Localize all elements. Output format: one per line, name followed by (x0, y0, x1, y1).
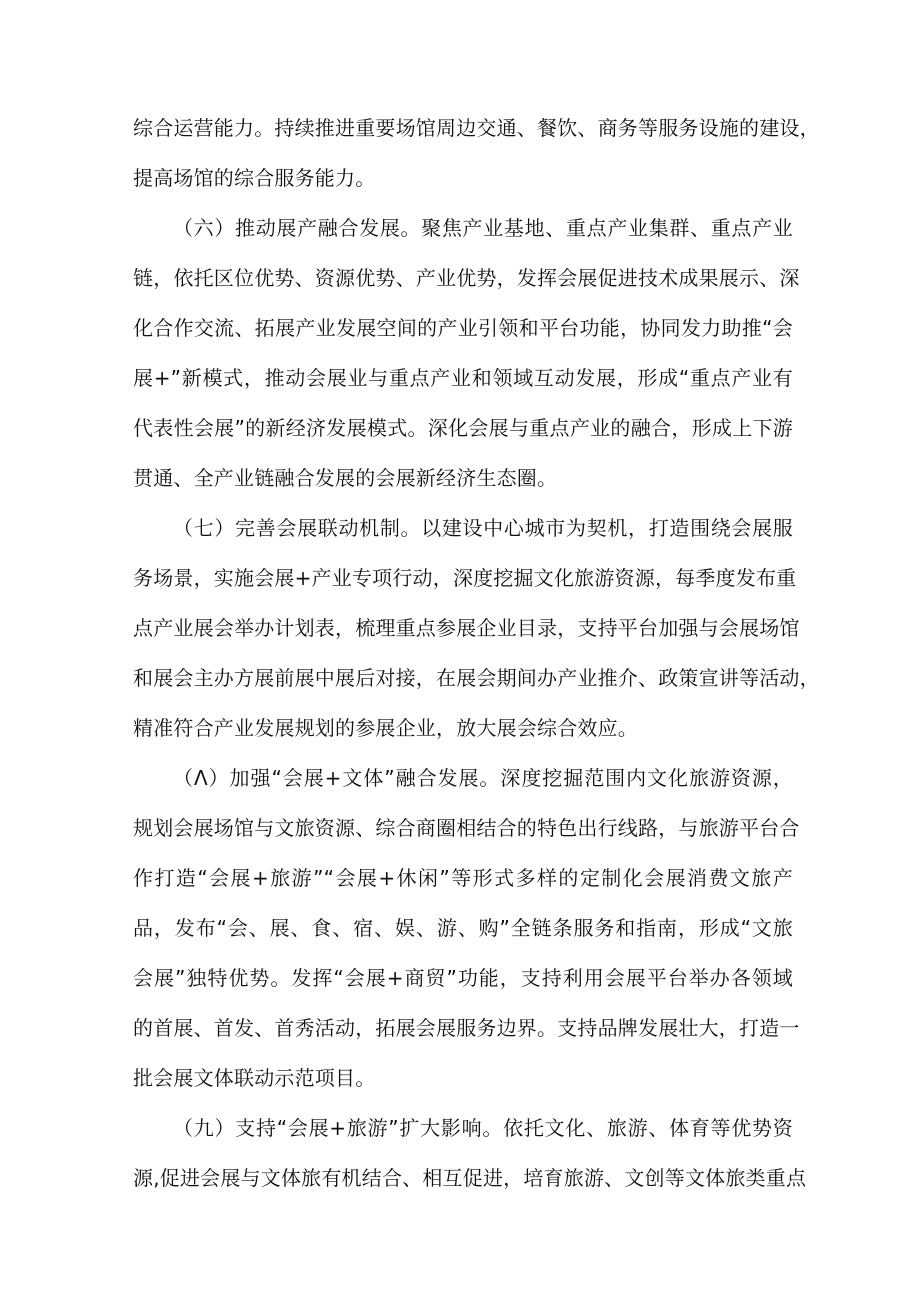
section-8-heading-line: （Λ）加强“会展+文体”融合发展。深度挖掘范围内文化旅游资源， (173, 766, 793, 790)
text-line: 点产业展会举办计划表，梳理重点参展企业目录，支持平台加强与会展场馆 (133, 616, 800, 640)
text-line: 和展会主办方展前展中展后对接，在展会期间办产业推介、政策宣讲等活动， (133, 666, 820, 690)
text-line: 作打造“会展+旅游”“会展+休闲”等形式多样的定制化会展消费文旅产 (133, 866, 793, 890)
text-line: 的首展、首发、首秀活动，拓展会展服务边界。支持品牌发展壮大，打造一 (133, 1016, 800, 1040)
text-line: 综合运营能力。持续推进重要场馆周边交通、餐饮、商务等服务设施的建设， (133, 116, 820, 140)
text-line: 品，发布“会、展、食、宿、娱、游、购”全链条服务和指南，形成“文旅 (133, 916, 793, 940)
section-9-heading-line: （九）支持“会展+旅游”扩大影响。依托文化、旅游、体育等优势资 (173, 1116, 793, 1140)
section-7-heading-line: （七）完善会展联动机制。以建设中心城市为契机，打造围绕会展服 (173, 516, 793, 540)
text-line: 会展”独特优势。发挥“会展+商贸”功能，支持利用会展平台举办各领域 (133, 966, 793, 990)
text-line: 代表性会展”的新经济发展模式。深化会展与重点产业的融合，形成上下游 (133, 416, 793, 440)
text-line: 批会展文体联动示范项目。 (133, 1066, 376, 1090)
text-line: 贯通、全产业链融合发展的会展新经济生态圈。 (133, 466, 558, 490)
text-line: 精准符合产业发展规划的参展企业，放大展会综合效应。 (133, 716, 638, 740)
text-line: 提高场馆的综合服务能力。 (133, 166, 376, 190)
text-line: 化合作交流、拓展产业发展空间的产业引领和平台功能，协同发力助推“会 (133, 316, 793, 340)
text-line: 链，依托区位优势、资源优势、产业优势，发挥会展促进技术成果展示、深 (133, 266, 800, 290)
section-6-heading-line: （六）推动展产融合发展。聚焦产业基地、重点产业集群、重点产业 (173, 216, 793, 240)
text-line: 务场景，实施会展+产业专项行动，深度挖掘文化旅游资源，每季度发布重 (133, 566, 797, 590)
text-line: 源,促进会展与文体旅有机结合、相互促进，培育旅游、文创等文体旅类重点 (133, 1166, 807, 1190)
text-line: 规划会展场馆与文旅资源、综合商圈相结合的特色出行线路，与旅游平台合 (133, 816, 800, 840)
text-line: 展+”新模式，推动会展业与重点产业和领域互动发展，形成“重点产业有 (133, 366, 793, 390)
